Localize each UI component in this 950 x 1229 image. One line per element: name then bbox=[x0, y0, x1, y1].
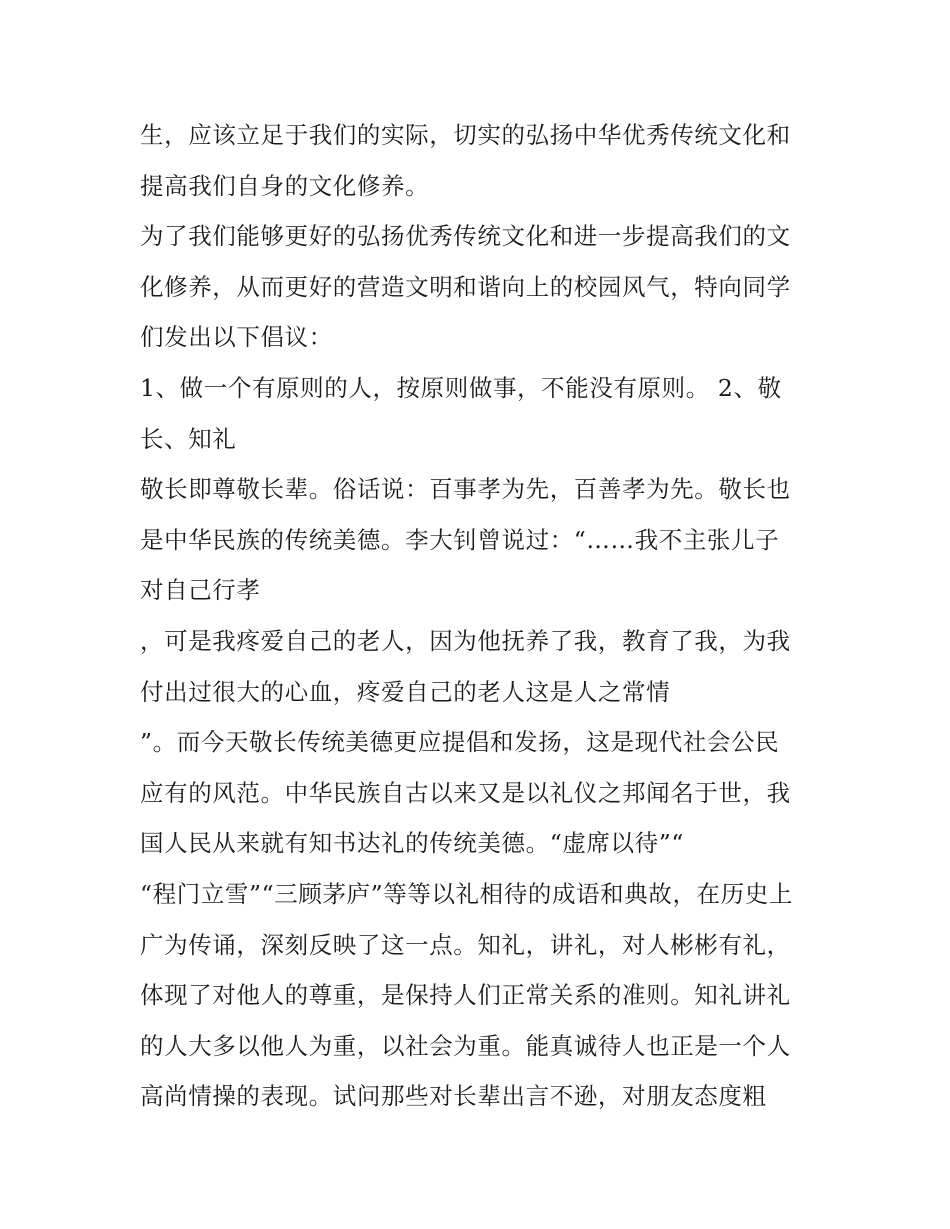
text-line: 1、做一个有原则的人，按原则做事，不能没有原则。 2、敬 bbox=[140, 373, 782, 402]
text-line: ，可是我疼爱自己的老人，因为他抚养了我，教育了我，为我 bbox=[140, 626, 791, 655]
text-line: 生，应该立足于我们的实际，切实的弘扬中华优秀传统文化和 bbox=[140, 121, 791, 149]
text-line: 广为传诵，深刻反映了这一点。知礼，讲礼，对人彬彬有礼， bbox=[140, 930, 791, 959]
text-line: 为了我们能够更好的弘扬优秀传统文化和进一步提高我们的文 bbox=[140, 222, 791, 251]
text-line: 是中华民族的传统美德。李大钊曾说过：“……我不主张儿子 bbox=[140, 525, 780, 554]
text-line: 敬长即尊敬长辈。俗话说：百事孝为先，百善孝为先。敬长也 bbox=[140, 475, 791, 504]
text-line: 提高我们自身的文化修养。 bbox=[140, 171, 430, 200]
text-line: 长、知礼 bbox=[140, 424, 237, 453]
text-line: 化修养，从而更好的营造文明和谐向上的校园风气，特向同学 bbox=[140, 272, 791, 301]
text-line: 高尚情操的表现。试问那些对长辈出言不逊，对朋友态度粗 bbox=[140, 1082, 767, 1111]
text-line: ”。而今天敬长传统美德更应提倡和发扬，这是现代社会公民 bbox=[140, 728, 780, 757]
text-line: 对自己行孝 bbox=[140, 576, 261, 605]
text-line: 应有的风范。中华民族自古以来又是以礼仪之邦闻名于世，我 bbox=[140, 778, 791, 807]
body-text bbox=[140, 110, 830, 1122]
text-line: 国人民从来就有知书达礼的传统美德。“虚席以待”“ bbox=[140, 829, 684, 858]
text-line: 们发出以下倡议： bbox=[140, 323, 333, 352]
text-line: 付出过很大的心血，疼爱自己的老人这是人之常情 bbox=[140, 677, 671, 706]
text-line: 的人大多以他人为重，以社会为重。能真诚待人也正是一个人 bbox=[140, 1031, 791, 1060]
text-line: “程门立雪”“三顾茅庐”等等以礼相待的成语和典故，在历史上 bbox=[140, 879, 793, 908]
text-line: 体现了对他人的尊重，是保持人们正常关系的准则。知礼讲礼 bbox=[140, 981, 791, 1010]
